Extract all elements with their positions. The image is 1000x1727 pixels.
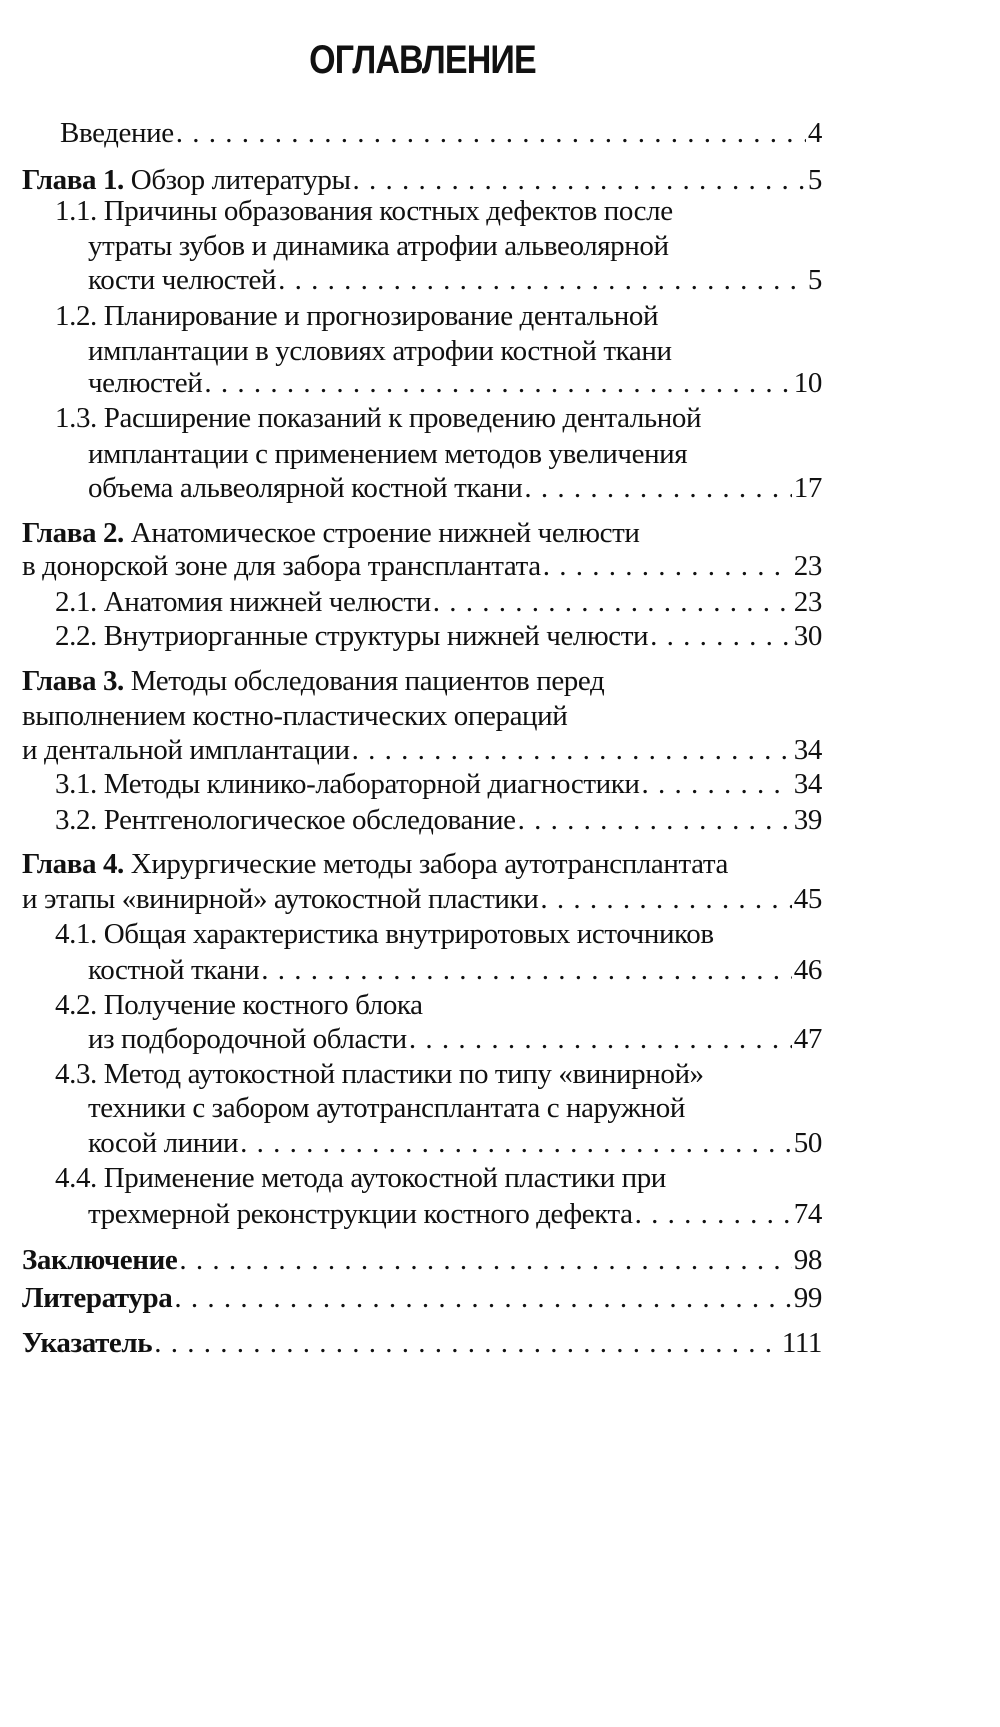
toc-entry-line <box>22 698 567 734</box>
entry-text <box>88 365 202 401</box>
toc-entry[interactable] <box>22 732 822 768</box>
entry-text <box>55 766 640 802</box>
toc-entry-line <box>88 333 672 369</box>
entry-text <box>22 1242 177 1278</box>
entry-text <box>22 846 728 882</box>
entry-title: трехмерной реконструкции костного дефекта <box>88 1198 633 1230</box>
entry-text <box>22 548 541 584</box>
page-number: 23 <box>793 586 822 618</box>
entry-text <box>22 698 567 734</box>
entry-label-bold: Глава 3. <box>22 665 124 697</box>
toc-entry[interactable] <box>88 365 822 401</box>
entry-title: 2.1. Анатомия нижней челюсти <box>55 586 431 618</box>
toc-entry[interactable] <box>88 1196 822 1232</box>
entry-text <box>88 436 687 472</box>
page-number: 5 <box>807 264 822 296</box>
entry-title: Введение <box>60 117 174 149</box>
page-number: 99 <box>793 1282 822 1314</box>
page-number: 45 <box>793 883 822 915</box>
entry-title: из подбородочной области <box>88 1023 407 1055</box>
toc-entry[interactable] <box>22 1280 822 1316</box>
toc-entry[interactable] <box>55 618 822 654</box>
dot-leader <box>240 1125 792 1161</box>
dot-leader <box>433 584 792 620</box>
entry-title: кости челюстей <box>88 264 277 296</box>
dot-leader <box>352 732 792 768</box>
entry-title: объема альвеолярной костной ткани <box>88 472 523 504</box>
entry-label-bold: Заключение <box>22 1244 178 1276</box>
entry-title: 4.1. Общая характеристика внутриротовых источников <box>55 918 714 950</box>
dot-leader <box>179 1242 791 1278</box>
page-number: 4 <box>807 117 822 149</box>
page-number: 39 <box>793 804 822 836</box>
dot-leader <box>642 766 792 802</box>
toc-entry-line <box>55 298 658 334</box>
entry-text <box>55 802 516 838</box>
entry-title: 4.4. Применение метода аутокостной пластики при <box>55 1162 666 1194</box>
entry-text <box>88 228 669 264</box>
toc-entry[interactable] <box>88 470 822 506</box>
toc-entry[interactable] <box>60 115 822 151</box>
page-number: 17 <box>793 472 822 504</box>
toc-entry-line <box>55 400 701 436</box>
page-number: 98 <box>793 1244 822 1276</box>
dot-leader <box>261 952 792 988</box>
page-number: 74 <box>793 1198 822 1230</box>
entry-title: 1.3. Расширение показаний к проведению дентальной <box>55 402 702 434</box>
dot-leader <box>543 548 792 584</box>
entry-label-bold: Глава 2. <box>22 517 124 549</box>
dot-leader <box>635 1196 792 1232</box>
entry-text <box>88 1125 238 1161</box>
entry-text <box>55 584 431 620</box>
toc-entry-line <box>22 515 640 551</box>
entry-title: 3.2. Рентгенологическое обследование <box>55 804 516 836</box>
toc-entry[interactable] <box>55 584 822 620</box>
entry-text <box>22 1280 172 1316</box>
entry-title: и этапы «винирной» аутокостной пластики <box>22 883 539 915</box>
entry-title: косой линии <box>88 1127 239 1159</box>
dot-leader <box>204 365 791 401</box>
entry-text <box>88 333 672 369</box>
entry-title: 4.3. Метод аутокостной пластики по типу «винирной» <box>55 1058 704 1090</box>
entry-title: 3.1. Методы клинико-лабораторной диагностики <box>55 768 640 800</box>
entry-text <box>22 732 350 768</box>
page-number: 111 <box>781 1327 822 1359</box>
entry-title: 1.2. Планирование и прогнозирование дентальной <box>55 300 659 332</box>
dot-leader <box>650 618 792 654</box>
toc-entry-line <box>88 436 687 472</box>
toc-entry-line <box>55 916 714 952</box>
toc-entry[interactable] <box>22 881 822 917</box>
entry-text <box>55 1056 704 1092</box>
entry-title: Обзор литературы <box>123 164 351 196</box>
toc-entry[interactable] <box>88 1125 822 1161</box>
entry-text <box>88 1090 685 1126</box>
dot-leader <box>524 470 791 506</box>
entry-text <box>88 952 259 988</box>
toc-entry[interactable] <box>22 1325 822 1361</box>
entry-text <box>22 881 538 917</box>
entry-title: утраты зубов и динамика атрофии альвеолярной <box>88 230 669 262</box>
page-number: 50 <box>793 1127 822 1159</box>
entry-text <box>22 663 604 699</box>
page-number: 46 <box>793 954 822 986</box>
page-number: 47 <box>793 1023 822 1055</box>
toc-entry[interactable] <box>22 1242 822 1278</box>
entry-text <box>55 916 714 952</box>
entry-text <box>88 1021 407 1057</box>
entry-title: Анатомическое строение нижней челюсти <box>123 517 640 549</box>
toc-entry[interactable] <box>88 952 822 988</box>
page-number: 23 <box>793 550 822 582</box>
page-number: 34 <box>793 734 822 766</box>
toc-entry[interactable] <box>22 548 822 584</box>
toc-entry[interactable] <box>88 1021 822 1057</box>
entry-title: имплантации с применением методов увеличения <box>88 438 688 470</box>
entry-text <box>88 1196 633 1232</box>
entry-text <box>55 193 673 229</box>
dot-leader <box>409 1021 792 1057</box>
toc-entry[interactable] <box>55 802 822 838</box>
entry-title: выполнением костно-пластических операций <box>22 700 568 732</box>
entry-text <box>60 115 174 151</box>
page-number: 5 <box>807 164 822 196</box>
toc-entry-line <box>22 846 728 882</box>
entry-title: костной ткани <box>88 954 260 986</box>
entry-text <box>55 298 658 334</box>
entry-title: 1.1. Причины образования костных дефектов после <box>55 195 673 227</box>
entry-title: и дентальной имплантации <box>22 734 350 766</box>
toc-entry-line <box>22 663 604 699</box>
dot-leader <box>518 802 792 838</box>
page-number: 30 <box>793 620 822 652</box>
toc-entry-line <box>55 193 673 229</box>
entry-label-bold: Указатель <box>22 1327 153 1359</box>
toc-entry[interactable] <box>55 766 822 802</box>
entry-text <box>55 400 701 436</box>
entry-label-bold: Глава 4. <box>22 848 124 880</box>
entry-title: челюстей <box>88 367 203 399</box>
toc-entry-line <box>55 987 423 1023</box>
page-number: 10 <box>793 367 822 399</box>
entry-text <box>22 1325 152 1361</box>
entry-title: Методы обследования пациентов перед <box>123 665 605 697</box>
dot-leader <box>278 262 806 298</box>
entry-title: имплантации в условиях атрофии костной ткани <box>88 335 672 367</box>
entry-label-bold: Глава 1. <box>22 164 124 196</box>
entry-title: Хирургические методы забора аутотрансплантата <box>123 848 728 880</box>
entry-title: 2.2. Внутриорганные структуры нижней челюсти <box>55 620 649 652</box>
toc-entry[interactable] <box>88 262 822 298</box>
toc-entry-line <box>88 1090 685 1126</box>
entry-title: техники с забором аутотрансплантата с наружной <box>88 1092 686 1124</box>
entry-text <box>55 1160 666 1196</box>
entry-text <box>55 618 648 654</box>
dot-leader <box>154 1325 780 1361</box>
entry-text <box>55 987 423 1023</box>
dot-leader <box>174 1280 791 1316</box>
page-number: 34 <box>793 768 822 800</box>
dot-leader <box>540 881 791 917</box>
entry-text <box>22 515 640 551</box>
page-title: ОГЛАВЛЕНИЕ <box>309 38 536 82</box>
toc-entry-line <box>88 228 669 264</box>
toc-entry-line <box>55 1056 704 1092</box>
entry-text <box>88 470 522 506</box>
entry-label-bold: Литература <box>22 1282 173 1314</box>
dot-leader <box>176 115 806 151</box>
toc-entry-line <box>55 1160 666 1196</box>
entry-title: в донорской зоне для забора трансплантата <box>22 550 541 582</box>
entry-text <box>88 262 276 298</box>
entry-title: 4.2. Получение костного блока <box>55 989 423 1021</box>
